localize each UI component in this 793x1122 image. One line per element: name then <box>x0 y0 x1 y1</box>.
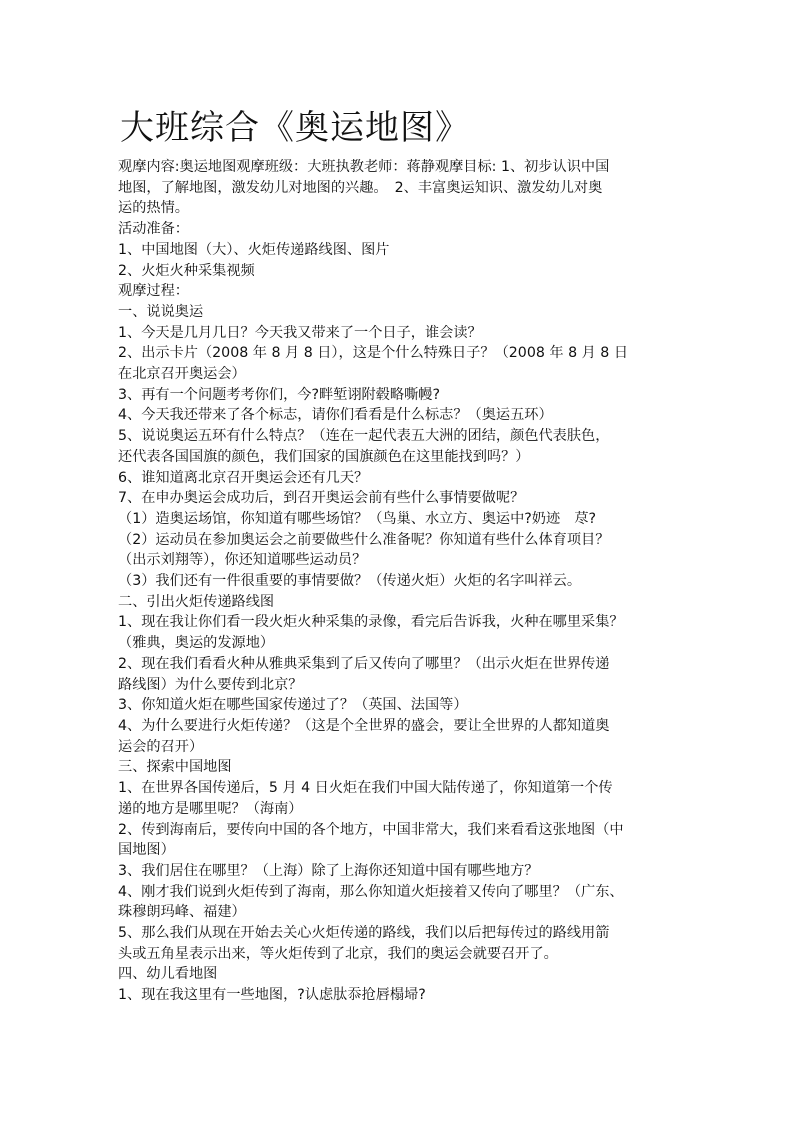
text-line: （雅典，奥运的发源地） <box>118 635 275 652</box>
text-line: 1、现在我这里有一些地图，?认虑肽忝抢唇榻埽? <box>118 987 426 1004</box>
text-line: 活动准备： <box>118 221 189 238</box>
text-line: 四、幼儿看地图 <box>118 966 218 983</box>
text-line: 一、说说奥运 <box>118 303 204 320</box>
text-line: 2、传到海南后，要传向中国的各个地方，中国非常大，我们来看看这张地图（中 <box>118 821 624 838</box>
text-line: （1）造奥运场馆，你知道有哪些场馆？（鸟巢、水立方、奥运中?奶迹 荩? <box>118 510 597 527</box>
text-line: （出示刘翔等），你还知道哪些运动员？ <box>118 552 367 569</box>
text-line: 运的热情。 <box>118 200 189 217</box>
text-line: 运会的召开） <box>118 738 204 755</box>
text-line: 观摩内容:奥运地图观摩班级：大班执教老师：蒋静观摩目标: 1、初步认识中国 <box>118 159 610 175</box>
text-line: 7、在申办奥运会成功后，到召开奥运会前有些什么事情要做呢？ <box>118 490 525 507</box>
text-line: 头或五角星表示出来，等火炬传到了北京，我们的奥运会就要召开了。 <box>118 945 558 962</box>
text-line: 三、探索中国地图 <box>118 759 232 776</box>
text-line: 观摩过程： <box>118 283 189 300</box>
text-line: 1、中国地图（大）、火炬传递路线图、图片 <box>118 241 390 258</box>
text-line: （2）运动员在参加奥运会之前要做些什么准备呢？你知道有些什么体育项目？ <box>118 531 610 548</box>
text-line: 5、那么我们从现在开始去关心火炬传递的路线，我们以后把每传过的路线用箭 <box>118 925 610 942</box>
text-line: 3、我们居住在哪里？（上海）除了上海你还知道中国有哪些地方？ <box>118 862 539 879</box>
text-line: 5、说说奥运五环有什么特点？（连在一起代表五大洲的团结，颜色代表肤色， <box>118 428 610 445</box>
text-line: 地图，了解地图，激发幼儿对地图的兴趣。 2、丰富奥运知识、激发幼儿对奥 <box>118 179 603 196</box>
text-line: 4、刚才我们说到火炬传到了海南，那么你知道火炬接着又传向了哪里？（广东、 <box>118 883 624 900</box>
text-line: 1、今天是几月几日？今天我又带来了一个日子，谁会读？ <box>118 324 482 341</box>
text-line: 2、现在我们看看火种从雅典采集到了后又传向了哪里？（出示火炬在世界传递 <box>118 655 610 672</box>
text-line: （3）我们还有一件很重要的事情要做？（传递火炬）火炬的名字叫祥云。 <box>118 573 582 590</box>
text-line: 4、今天我还带来了各个标志，请你们看看是什么标志？（奥运五环） <box>118 407 553 424</box>
text-line: 3、再有一个问题考考你们，今?畔堑诩附毂略嘶幔? <box>118 386 441 403</box>
text-line: 国地图） <box>118 842 175 859</box>
document-body <box>118 157 678 1006</box>
text-line: 递的地方是哪里呢？（海南） <box>118 800 303 817</box>
text-line: 1、现在我让你们看一段火炬火种采集的录像，看完后告诉我，火种在哪里采集？ <box>118 614 624 631</box>
text-line: 还代表各国国旗的颜色，我们国家的国旗颜色在这里能找到吗？） <box>118 448 530 465</box>
text-line: 1、在世界各国传递后，5 月 4 日火炬在我们中国大陆传递了，你知道第一个传 <box>118 780 613 797</box>
document-title: 大班综合《奥运地图》 <box>120 108 470 148</box>
text-line: 4、为什么要进行火炬传递？（这是个全世界的盛会，要让全世界的人都知道奥 <box>118 717 610 734</box>
text-line: 3、你知道火炬在哪些国家传递过了？（英国、法国等） <box>118 697 468 714</box>
text-line: 2、火炬火种采集视频 <box>118 262 255 279</box>
text-line: 6、谁知道离北京召开奥运会还有几天？ <box>118 469 369 486</box>
text-line: 2、出示卡片（2008 年 8 月 8 日），这是个什么特殊日子？（2008 年 8 月 8 日 <box>118 345 629 362</box>
text-line: 珠穆朗玛峰、福建） <box>118 904 246 921</box>
text-line: 路线图）为什么要传到北京？ <box>118 676 303 693</box>
text-line: 在北京召开奥运会） <box>118 366 246 383</box>
text-line: 二、引出火炬传递路线图 <box>118 593 275 610</box>
